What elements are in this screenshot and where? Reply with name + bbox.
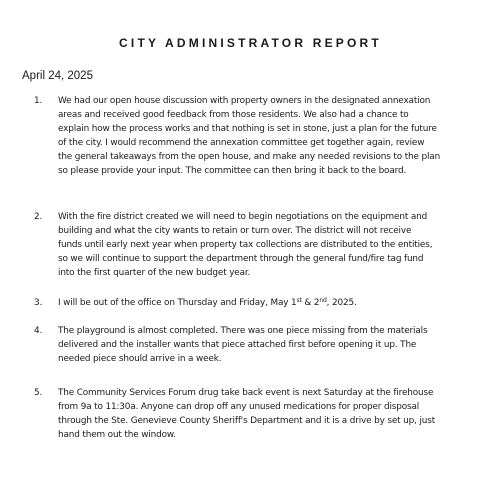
report-date: April 24, 2025 bbox=[22, 70, 93, 82]
item-number: 3. bbox=[34, 298, 43, 308]
item-text-part: , 2025. bbox=[326, 298, 357, 308]
item-number: 1. bbox=[34, 96, 43, 106]
item-number: 4. bbox=[34, 326, 43, 336]
ordinal-suffix: st bbox=[296, 297, 302, 304]
list-item-2 bbox=[34, 210, 494, 280]
report-title: CITY ADMINISTRATOR REPORT bbox=[119, 36, 382, 50]
item-text bbox=[58, 296, 494, 310]
list-item-4 bbox=[34, 324, 494, 366]
item-text: With the fire district created we will need to begin negotiations on the equipment and building and what the city wants to retain or turn over. The district will not receive funds until early next year when property tax collections are distributed to the entities, so we will continue to support the department through the general fund/fire tag fund into the first quarter of the new budget year. bbox=[58, 212, 433, 279]
list-item-5 bbox=[34, 386, 494, 442]
ordinal-suffix: nd bbox=[319, 297, 327, 304]
item-text: We had our open house discussion with property owners in the designated annexation areas and received good feedback from those residents. We also had a chance to explain how the process works and that nothing is set in stone, just a plan for the future of the city. I would recommend the annexation committee get together again, review the general takeaways from the open house, and make any needed revisions to the plan so please provide your input. The committee can then bring it back to the board. bbox=[58, 96, 441, 177]
item-text: The Community Services Forum drug take back event is next Saturday at the firehouse from 9a to 11:30a. Anyone can drop off any unused medications for proper disposal through the Ste. Genevieve County Sheriff's Department and it is a drive by set up, just hand them out the window. bbox=[58, 388, 436, 441]
item-number: 2. bbox=[34, 212, 43, 222]
list-item-1 bbox=[34, 94, 494, 179]
item-number: 5. bbox=[34, 388, 43, 398]
item-text-part: & 2 bbox=[301, 298, 320, 308]
item-text: The playground is almost completed. There was one piece missing from the materials delivered and the installer wants that piece attached first before opening it up. The needed piece should arrive in a week. bbox=[58, 326, 428, 365]
list-item-3 bbox=[34, 296, 494, 310]
item-text-part: I will be out of the office on Thursday and Friday, May 1 bbox=[58, 298, 297, 308]
